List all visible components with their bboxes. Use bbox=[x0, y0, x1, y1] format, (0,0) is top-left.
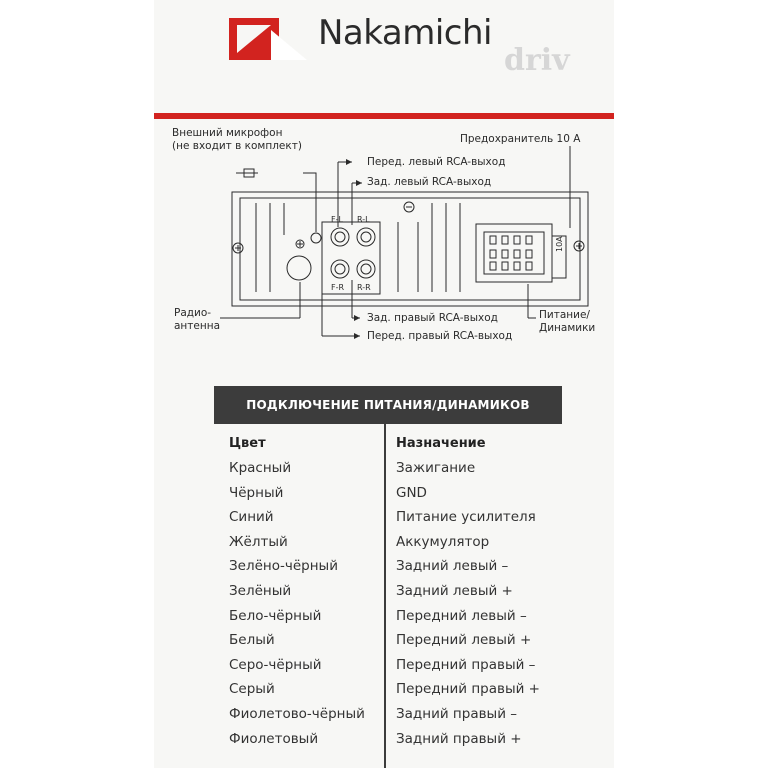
fuse-label: Предохранитель 10 А bbox=[460, 133, 581, 145]
wire-purpose-cell: Задний правый – bbox=[396, 706, 518, 722]
wire-purpose-cell: Задний левый + bbox=[396, 583, 513, 599]
wire-color-cell: Синий bbox=[229, 509, 274, 526]
wire-purpose-cell: Зажигание bbox=[396, 460, 476, 476]
jack-fl-label: F-L bbox=[331, 215, 343, 224]
power-speakers-label: Питание/ bbox=[539, 309, 590, 321]
wire-color-cell: Бело-чёрный bbox=[229, 607, 322, 624]
front-left-rca-label: Перед. левый RCA-выход bbox=[367, 156, 506, 168]
wire-color-cell: Зелёный bbox=[229, 583, 292, 599]
rear-left-rca-label: Зад. левый RCA-выход bbox=[367, 176, 492, 188]
wire-purpose-cell: Передний правый – bbox=[396, 656, 536, 673]
wire-color-cell: Серо-чёрный bbox=[229, 656, 322, 673]
front-right-rca-label: Перед. правый RCA-выход bbox=[367, 330, 513, 342]
jack-rr-label: R-R bbox=[357, 283, 371, 292]
antenna-label-2: антенна bbox=[174, 320, 221, 332]
wire-purpose-cell: Задний левый – bbox=[396, 558, 509, 575]
rear-right-rca-label: Зад. правый RCA-выход bbox=[367, 312, 498, 324]
wire-color-cell: Фиолетовый bbox=[229, 730, 319, 747]
wire-color-cell: Чёрный bbox=[229, 484, 284, 501]
wire-color-cell: Серый bbox=[229, 681, 275, 698]
fuse-rating-label: 10A bbox=[555, 236, 564, 252]
jack-rl-label: R-L bbox=[357, 215, 370, 224]
wire-purpose-cell: Передний левый – bbox=[396, 607, 527, 624]
wiring-table-title: ПОДКЛЮЧЕНИЕ ПИТАНИЯ/ДИНАМИКОВ bbox=[214, 386, 562, 424]
wire-purpose-cell: Передний левый + bbox=[396, 632, 532, 649]
antenna-label: Радио- bbox=[174, 307, 212, 319]
watermark-text: driv bbox=[504, 43, 570, 78]
wire-color-cell: Зелёно-чёрный bbox=[229, 558, 338, 575]
wire-purpose-cell: Задний правый + bbox=[396, 730, 522, 747]
power-speakers-label-2: Динамики bbox=[539, 322, 596, 334]
wire-purpose-cell: Питание усилителя bbox=[396, 509, 536, 526]
wire-color-cell: Жёлтый bbox=[229, 533, 288, 550]
mic-label-note: (не входит в комплект) bbox=[172, 140, 302, 152]
color-column-header: Цвет bbox=[229, 436, 266, 451]
wire-purpose-cell: Передний правый + bbox=[396, 681, 540, 698]
wire-color-cell: Красный bbox=[229, 460, 292, 476]
wire-color-cell: Белый bbox=[229, 632, 275, 649]
wire-color-cell: Фиолетово-чёрный bbox=[229, 706, 365, 722]
wire-purpose-cell: Аккумулятор bbox=[396, 533, 490, 550]
purpose-column-header: Назначение bbox=[396, 436, 486, 451]
table-column-divider bbox=[384, 424, 386, 768]
wire-purpose-cell: GND bbox=[396, 484, 427, 501]
mic-label: Внешний микрофон bbox=[172, 127, 283, 139]
brand-name: Nakamichi bbox=[318, 13, 492, 53]
jack-fr-label: F-R bbox=[331, 283, 345, 292]
